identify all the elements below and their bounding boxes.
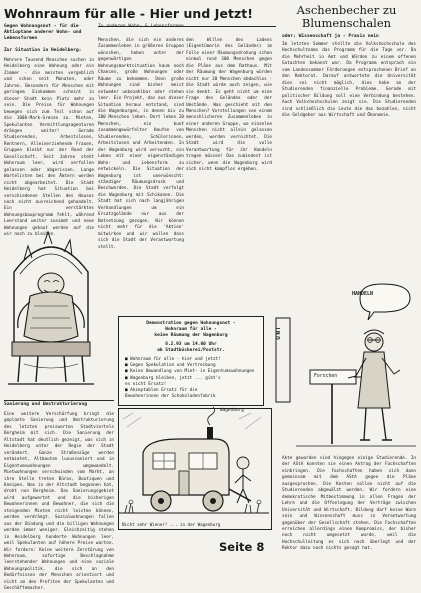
col1-subtitle: Gegen Wohnungsnot - für die Aktioptane anderer Wohn- und Lebensformen bbox=[4, 24, 82, 41]
col3-body: Eine weitere Verschärfung bringt die geplante Sanierung und Umstrukturierung des letzten preiswerten Stadtviertels Bergheim mit sich. Die Sanierung der Altstadt hat deutlich gezeigt, was sich in Heidelberg unter der Regie der Stadt verändert. Ganze Straßenzüge werden entmietet, Altbauten luxussaniert und in Eigentumswohnungen umgewandelt. Mietwohnungen verschwinden vom Markt, an ihre Stelle treten Büros, Boutiquen und Kneipen. Was in der Altstadt begonnen hat, droht nun Bergheim. Das Sanierungsgebiet wird aufgewertet und die bisherigen Bewohnerinnen und Bewohner, die sich die steigenden Mieten nicht leisten können, werden verdrängt. Sozialwohnungen fallen aus der Bindung und die billigen Wohnungen werden immer weniger. Gleichzeitig stehen in Heidelberg hunderte Wohnungen leer, weil Spekulanten auf höhere Preise warten. Wir fordern: Keine weitere Zerstörung von Wohnraum, sofortige Beschlagnahme leerstehender Wohnungen und eine soziale Wohnungspolitik, die sich an den Bedürfnissen der Menschen orientiert und nicht an den Profiten der Spekulanten und Geschäftemacher. bbox=[4, 412, 114, 592]
demo-title-line3: keine Räumung der Wagenburg bbox=[154, 333, 228, 338]
col1-body: Mehrere Tausend Menschen suchen in Heidelberg eine Wohnung oder ein Zimmer - die meisten vergeblich und schon seit Monaten, oder Jahren. Besonders für Menschen mit geringem Einkommen scheint in dieser Stadt kein Platz mehr zu sein. Die Preise für Wohnungen bewegen sich zum Teil schon auf die 1000-Mark-Grenze zu. Mieten, Spekulanten Vermittlungsagenturen drängen weiter! Gerade Studierenden, Arbeitslosen, Rentnern, Alleinerziehende Frauen, Gruppen bleibt nur der Rand der Gesellschaft. Seit Jahren steht Wohnraum leer, wird verfallen gelassen oder abgerissen. Lange Wartelisten bei den Ämtern werden nicht abgearbeitet. Die Stadt Heidelberg hat Situation bei verschiedenen Stellen des Hauses noch nicht ausreichend gehandelt. Ein verstärktes Wohnungsbauprogramm fehlt, während Leerstand weiter zunimmt und neue Wohnungen gebaut werden auf die wir noch zu bleiben. bbox=[4, 58, 94, 238]
col3-section-title: Sanierung und Umstrukturierung bbox=[4, 402, 87, 407]
wagenburg-caption: Wagenburg bbox=[220, 408, 244, 413]
col2-body: Menschen, die sich ein anderes Zusammenleben in größeren Gruppen wünschen, haben unter der gegenwärtigen Wohnungsmarktsituation kaum noch Chancen, große Wohnungen oder Räume zu bekommen. Denn große Wohnungen sind bisher meist entweder unbezahlbar oder stehen leer. Ein Projekt, das aus dieser Situation heraus entstand, sind die Wagenburgen, in denen bis zu 200 Menschen leben. Dort leben 20 Menschen, ein bunt zusammengewürfelter Haufen von Studierenden, Schülerinnen, Arbeitslosen und Arbeitenden. In der Wagenburg wird versucht, ein Leben mit einer eigenständigen Wohn- und Lebensform zu entwickeln. Die Situation der Wagenburg ist unerwünscht: ständiger Räumungsdruck und Beschwerden. Die Stadt verfolgt die Wagenburg mit Schikanen. Die Stadt hat sich nach langjährigen Verhandlungen um ein Ersatzgelände nur aus der Notsetzung gezogen. Wir können nicht mehr für die 'Aktion' mitwirken und wir wollen dass sich die Stadt der Verantwortung stellt. bbox=[98, 38, 184, 250]
demo-demand: ■ Wagenburg bleiben, jetzt ... gibt's bbox=[125, 375, 221, 381]
demo-demand: ■ Akzeptablen Ersatz für die bbox=[125, 388, 198, 394]
demo-date: 6.2.93 um 14.00 Uhr bbox=[165, 342, 217, 347]
demo-demand: ■ Gegen Spekulation und Vertreibung bbox=[125, 363, 216, 369]
landlord-cartoon bbox=[4, 232, 98, 392]
right-headline-line1: Aschenbecher zu bbox=[296, 3, 397, 17]
cartoon-bottom-caption: Nicht sehr Wiener! ... in der Wagenburg bbox=[122, 522, 221, 527]
wagenburg-cartoon bbox=[119, 409, 269, 527]
right-body: Im letzten Sommer stellte die Volkshochschule des Hochschulteams das Programm für die Tage vor. Da die Mehrheit in Amt und Würden zu einem offenen Gutachten bekannt war. Da Programm entsprach ein vom Landessommer Förderungen entsprochenen Brief an den Rektorat. Darauf antwortete die Universität dies sei nicht möglich, dies habe an der Studierenden finanzielle Probleme. Gerade mit politischer Bildung soll eine Verbindung bestehen. Auch Volkshochschulen zeigt sie. Die Studierenden sind schließlich die Leute die das bezahlen, nicht die Geldgeber aus Wirtschaft und Ökonomie. bbox=[282, 42, 416, 118]
demo-demand: ■ Wohnraum für alle - hier und jetzt! bbox=[125, 357, 221, 362]
right-subtitle: oder: Wissenschaft ja - Praxis nein bbox=[282, 34, 379, 39]
col2-body-continued: den Willen des Ladens (Eigentümerin des Geländes) im Falle einer Räumungsdrohung schon einmal rund 300 Menschen gegen die Pläne aus dem Rathaus. Mit der Räumung der Wagenburg würden nicht nur 20 Menschen obdachlos - die Stadt würde auch zeigen, wie sie denkt. Es geht nicht um eine Frage des Geländes oder der Umstände. Was geschieht mit den Menschen? Vorstellungen von einem menschlicheren Zusammenleben in einer anderen Gruppe, wo einzelne Menschen nicht allein gelassen werden, werden vernichtet. Die Stadt wird die volle Verantwortung für ihr Handeln tragen müssen! Das zumindest ist sicher, wenn die Wagenburg wird sich nicht kampflos ergeben. bbox=[186, 38, 272, 173]
col1-section-title: Zur Situation in Heidelberg: bbox=[4, 48, 82, 53]
demo-title-line1: Demonstration gegen Wohnungsnot - bbox=[146, 321, 236, 326]
page-headline: Wohnraum für alle - Hier und Jetzt! bbox=[4, 6, 254, 21]
col3-top-rule bbox=[4, 400, 114, 401]
col2-section-title: Zu anderen Wohn- & Lebensformen bbox=[98, 24, 184, 29]
demo-box bbox=[118, 316, 264, 406]
uni-side-label: UNI bbox=[277, 326, 282, 340]
demo-demand: es nicht Ersatz! bbox=[125, 381, 167, 387]
forschen-handeln-cartoon bbox=[276, 258, 418, 454]
handeln-sign: HANDELN bbox=[352, 291, 374, 297]
right-headline bbox=[278, 4, 415, 30]
right-headline-line2: Blumenschalen bbox=[301, 16, 392, 30]
demo-demands-list bbox=[125, 357, 263, 400]
forschen-sign: Forschen bbox=[314, 374, 338, 379]
demo-title-line2: Wohnraum für alle - bbox=[165, 327, 217, 332]
right-body-continued: Akte geworden sind hingegen einige Studierende. In der AStA konnten sie einen Antrag der Fachschaften einbringen. Die Fachschaften haben sich dann gemeinsam mit dem AStA gegen die Pläne ausgesprochen. Die Kosten sollen nicht auf die Studierenden abgewälzt werden. Wir fordern eine demokratische Mitbestimmung in allen Fragen der Lehre und die Offenlegung der Verträge zwischen Universität und Wirtschaft. Bildung darf keine Ware sein und Wissenschaft muss in Verantwortung gegenüber der Gesellschaft stehen. Die Fachschaften erreichen allerdings einen Kompromiss, der bisher noch nicht umgesetzt wurde, weil die Hochschulleitung es sich noch überlegt und der Rektor dazu noch nichts gesagt hat. bbox=[282, 456, 416, 552]
demo-demand: Bewohnerinnen der Schokoladenfabrik bbox=[125, 394, 216, 400]
demo-demand: ■ Keine Umwandlung von Miet- in Eigentumswohnungen bbox=[125, 369, 255, 375]
page-number: Seite 8 bbox=[219, 540, 265, 554]
demo-place: ab Stadtbücherei/Poststr. bbox=[157, 348, 225, 353]
